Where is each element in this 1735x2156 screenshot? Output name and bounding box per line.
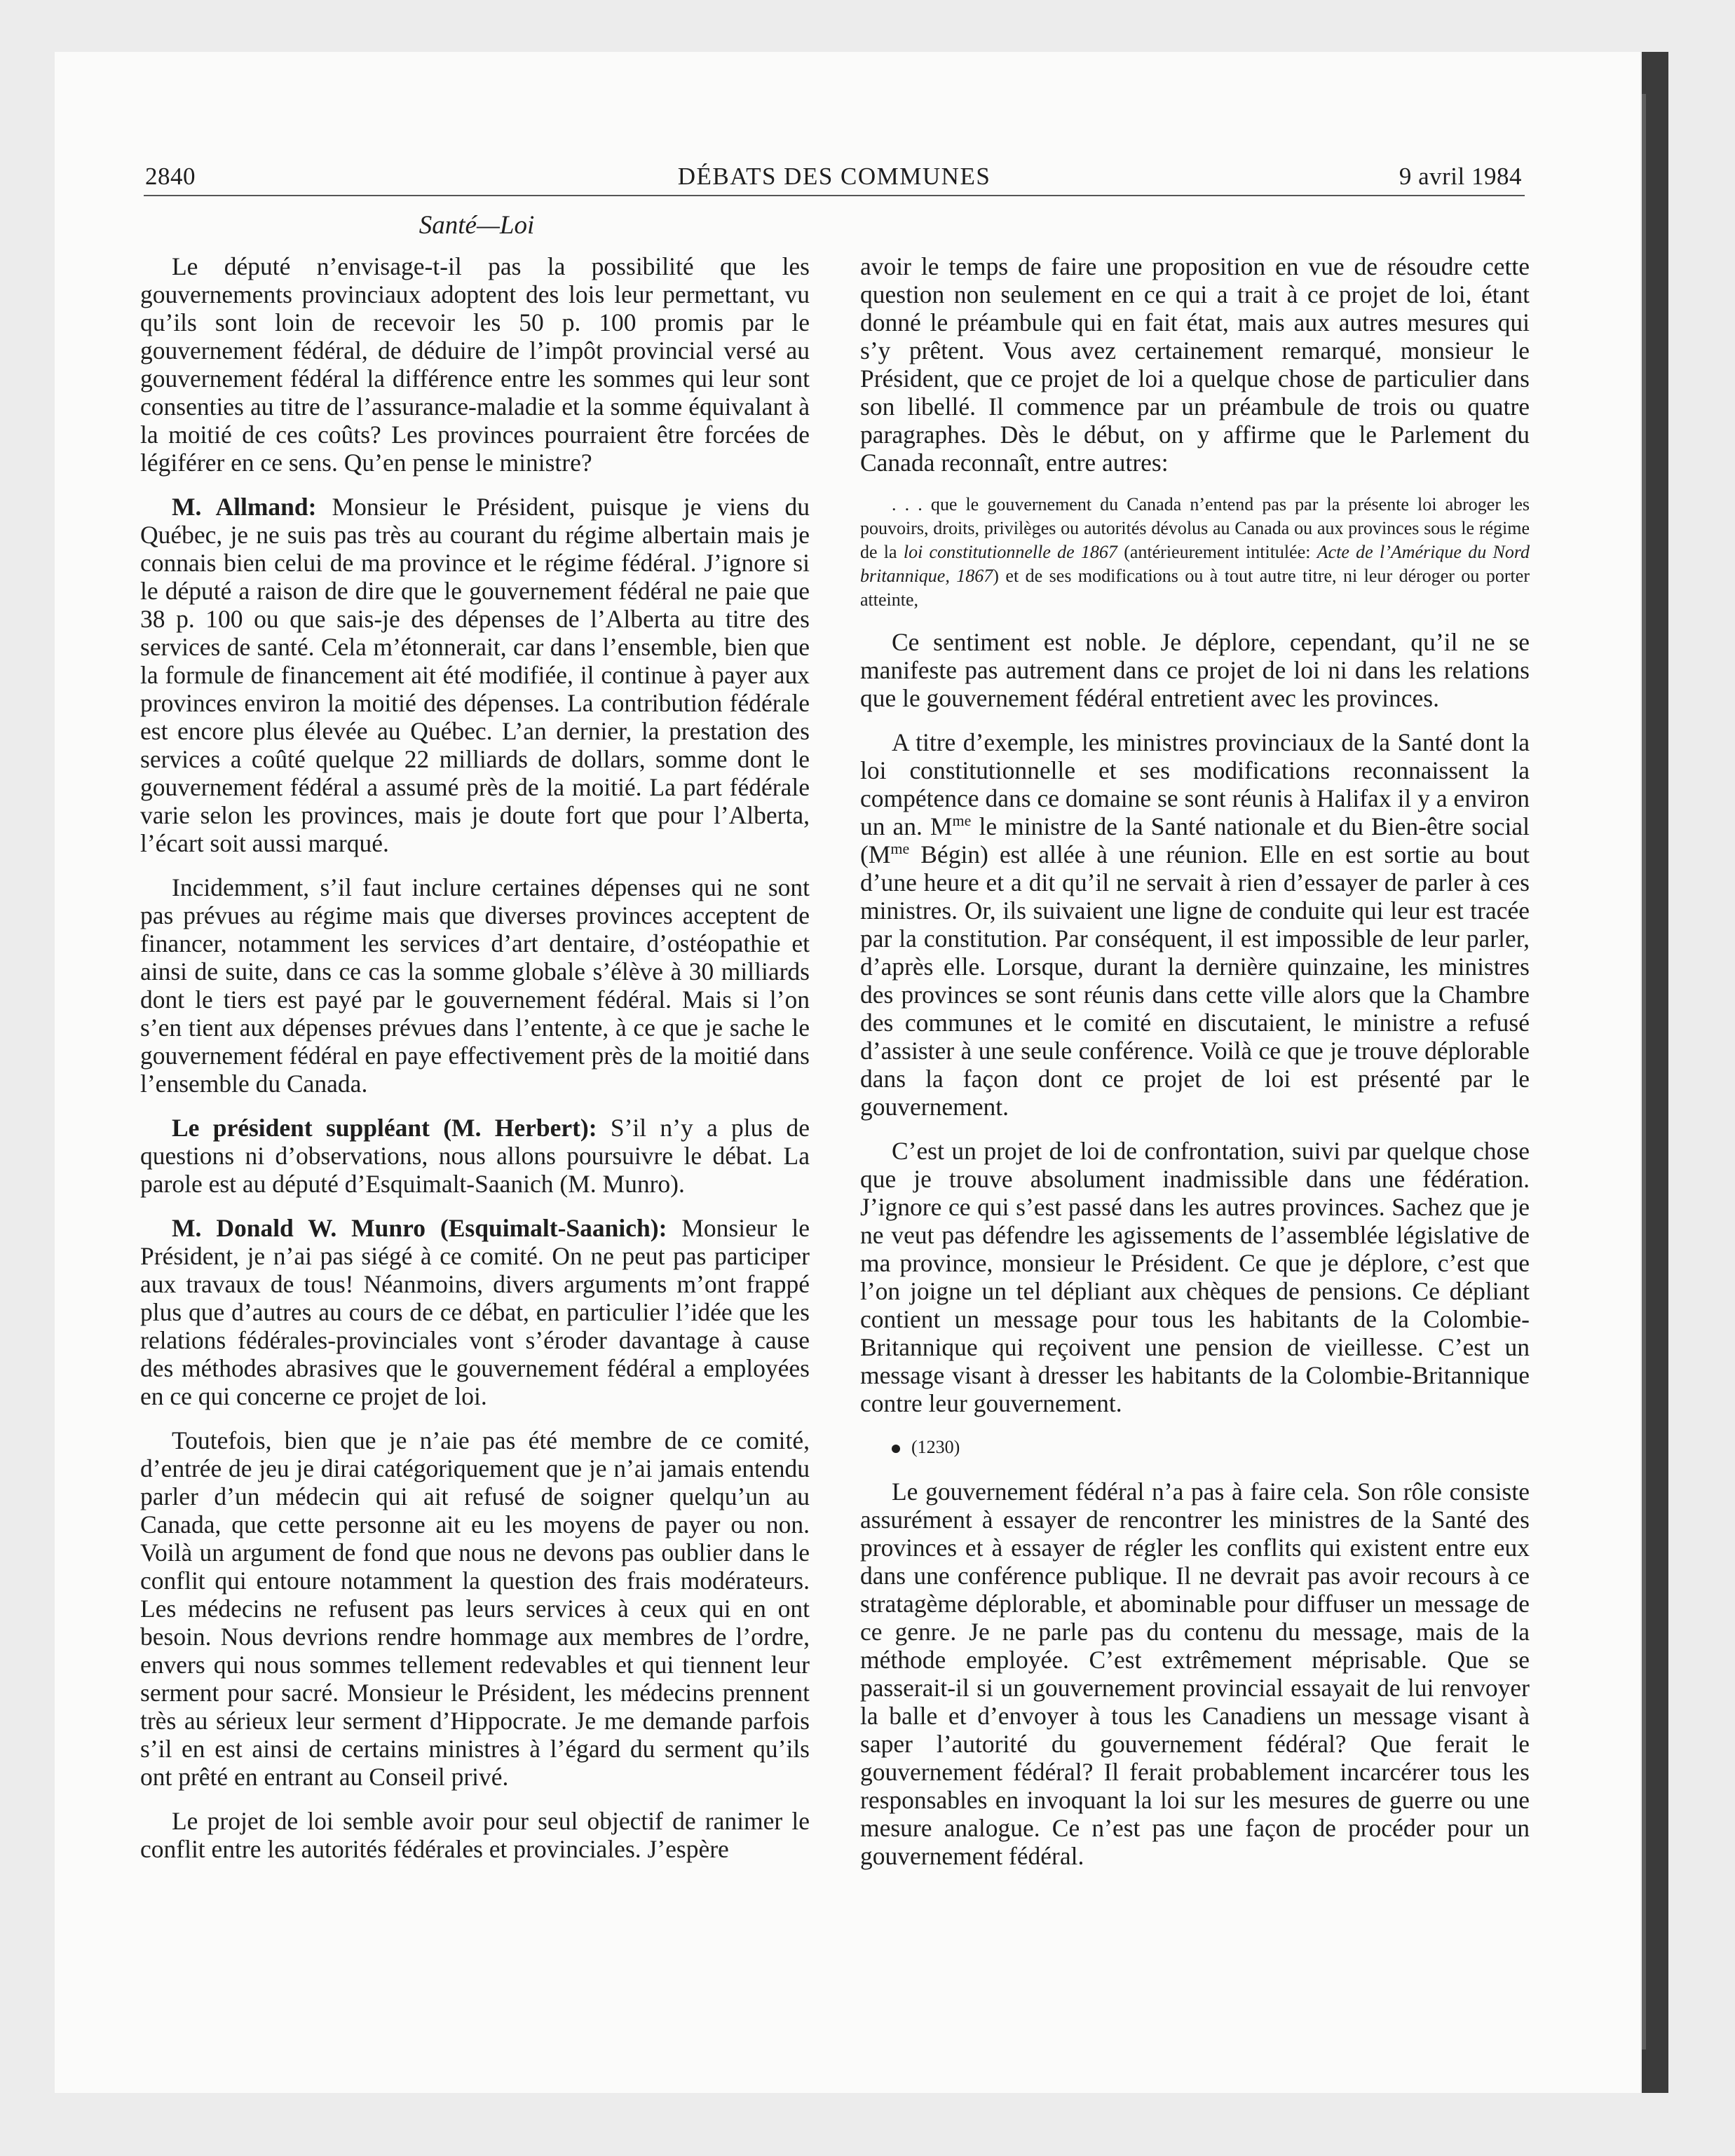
paragraph: Le gouvernement fédéral n’a pas à faire cela. Son rôle consiste assurément à essayer de rencontrer les ministres de la Santé des provinces et à essayer de régler les conflits qui existent entre eux dans une conférence publique. Il ne devrait pas avoir recours à ce stratagème déplorable, et abominable pour diffuser un message de ce genre. Je ne parle pas du contenu du message, mais de la méthode employée. C’est extrêmement méprisable. Que se passerait-il si un gouvernement provincial essayait de lui renvoyer la balle et d’envoyer à tous les Canadiens un message visant à saper l’autorité du gouvernement fédéral? Que ferait le gouvernement fédéral? Il ferait probablement incarcérer tous les responsables en invoquant la loi sur les mesures de guerre ou une mesure analogue. Ce n’est pas une façon de procéder pour un gouvernement fédéral. — [860, 1478, 1530, 1870]
speaker-name: M. Allmand: — [172, 493, 317, 521]
paragraph-text: Bégin) est allée à une réunion. Elle en est sortie au bout d’une heure et a dit qu’il ne servait à rien d’essayer de parler à ces ministres. Or, ils suivaient une ligne de conduite qui leur est tracée par la constitution. Par conséquent, il est impossible de leur parler, d’après elle. Lorsque, durant la dernière quinzaine, les ministres des provinces se sont réunis dans cette ville alors que la Chambre des communes et le comité en discutaient, le ministre a refusé d’assister à une seule conférence. Voilà ce que je trouve déplorable dans la façon dont ce projet de loi est présenté par le gouvernement. — [860, 840, 1530, 1121]
speech-text: Monsieur le Président, puisque je viens du Québec, je ne suis pas très au courant du régime albertain mais je connais bien celui de ma province et le régime fédéral. J’ignore si le député a raison de dire que le gouvernement fédéral ne paie que 38 p. 100 ou que sais-je des dépenses de l’Alberta au titre des services de santé. Cela m’étonnerait, car dans l’ensemble, bien que la formule de financement ait été modifiée, il continue à payer aux provinces environ la moitié des dépenses. La contribution fédérale est encore plus élevée au Québec. L’an dernier, la prestation des services a coûté quelque 22 milliards de dollars, somme dont le gouvernement fédéral a assumé près de la moitié. La part fédérale varie selon les provinces, mais je doute fort que pour l’Alberta, l’écart soit aussi marqué. — [140, 493, 810, 857]
right-column — [860, 252, 1530, 1886]
paragraph — [860, 728, 1530, 1121]
paragraph-text: le ministre de la Santé nationale et du Bien-être social (M — [860, 812, 1530, 868]
paragraph: avoir le temps de faire une proposition en vue de résoudre cette question non seulement en ce qui a trait à ce projet de loi, étant donné le préambule qui en fait état, mais aux autres mesures qui s’y prêtent. Vous avez certainement remarqué, monsieur le Président, que ce projet de loi a quelque chose de particulier dans son libellé. Il commence par un préambule de trois ou quatre paragraphes. Dès le début, on y affirme que le Parlement du Canada reconnaît, entre autres: — [860, 252, 1530, 477]
time-marker-text: (1230) — [911, 1437, 960, 1457]
quote-text: (antérieurement intitulée: — [1117, 542, 1317, 562]
paragraph: Ce sentiment est noble. Je déplore, cependant, qu’il ne se manifeste pas autrement dans ce projet de loi ni dans les relations que le gouvernement fédéral entretient avec les provinces. — [860, 628, 1530, 712]
speech-paragraph — [140, 493, 810, 857]
time-marker — [860, 1433, 1530, 1461]
paragraph: Le projet de loi semble avoir pour seul objectif de ranimer le conflit entre les autorités fédérales et provinciales. J’espère — [140, 1807, 810, 1863]
superscript: me — [890, 840, 910, 858]
quote-italic-text: loi constitutionnelle de 1867 — [903, 542, 1117, 562]
superscript: me — [952, 812, 972, 830]
quote-italic-text: Acte de l’Amérique du Nord britannique, 1867 — [860, 542, 1530, 586]
speaker-name: Le président suppléant (M. Herbert): — [172, 1114, 597, 1142]
speaker-name: M. Donald W. Munro (Esquimalt-Saanich): — [172, 1214, 667, 1242]
bullet-icon — [892, 1445, 900, 1453]
journal-title: DÉBATS DES COMMUNES — [677, 163, 991, 190]
section-heading: Santé—Loi — [419, 211, 535, 240]
running-header — [144, 163, 1525, 196]
paragraph: Incidemment, s’il faut inclure certaines dépenses qui ne sont pas prévues au régime mais que diverses provinces acceptent de financer, notamment les services d’art dentaire, d’ostéopathie et ainsi de suite, dans ce cas la somme globale s’élève à 30 milliards dont le tiers est payé par le gouvernement fédéral. Mais si l’on s’en tient aux dépenses prévues dans l’entente, à ce que je sache le gouvernement fédéral en paye effectivement près de la moitié dans l’ensemble du Canada. — [140, 873, 810, 1098]
left-column — [140, 252, 810, 1879]
paragraph-text: A titre d’exemple, les ministres provinciaux de la Santé dont la loi constitutionnelle et ses modifications reconnaissent la compétence dans ce domaine se sont réunis à Halifax il y a environ un an. M — [860, 728, 1530, 840]
speech-paragraph — [140, 1114, 810, 1198]
issue-date: 9 avril 1984 — [1399, 163, 1522, 190]
quote-text: . . . que le gouvernement du Canada n’entend pas par la présente loi abroger les pouvoirs, droits, privilèges ou autorités dévolus au Canada ou aux provinces sous le régime de la — [860, 494, 1530, 562]
speech-text: S’il n’y a plus de questions ni d’observations, nous allons poursuivre le débat. La parole est au député d’Esquimalt-Saanich (M. Munro). — [140, 1114, 810, 1198]
paragraph: Le député n’envisage-t-il pas la possibilité que les gouvernements provinciaux adoptent des lois leur permettant, vu qu’ils sont loin de recevoir les 50 p. 100 promis par le gouvernement fédéral, de déduire de l’impôt provincial versé au gouvernement fédéral la différence entre les sommes qui leur sont consenties au titre de l’assurance-maladie et la somme équivalant à la moitié de ces coûts? Les provinces pourraient être forcées de légiférer en ce sens. Qu’en pense le ministre? — [140, 252, 810, 477]
scan-edge-bar — [1642, 52, 1668, 2093]
speech-text: Monsieur le Président, je n’ai pas siégé à ce comité. On ne peut pas participer aux travaux de tous! Néanmoins, divers arguments m’ont frappé plus que d’autres au cours de ce débat, en particulier l’idée que les relations fédérales-provinciales vont s’éroder davantage à cause des méthodes abrasives que le gouvernement fédéral a employées en ce qui concerne ce projet de loi. — [140, 1214, 810, 1410]
speech-paragraph — [140, 1214, 810, 1410]
block-quote — [860, 493, 1530, 612]
page-number: 2840 — [145, 163, 196, 190]
paragraph: Toutefois, bien que je n’aie pas été membre de ce comité, d’entrée de jeu je dirai catégoriquement que je n’ai jamais entendu parler d’un médecin qui ait refusé de soigner quelqu’un au Canada, que cette personne ait eu les moyens de payer ou non. Voilà un argument de fond que nous ne devons pas oublier dans le conflit qui entoure notamment la question des frais modérateurs. Les médecins ne refusent pas leurs services à ceux qui en ont besoin. Nous devrions rendre hommage aux membres de l’ordre, envers qui nous sommes tellement redevables et qui tiennent leur serment pour sacré. Monsieur le Président, les médecins prennent très au sérieux leur serment d’Hippocrate. Je me demande parfois s’il en est ainsi de certains ministres à l’égard du serment qu’ils ont prêté en entrant au Conseil privé. — [140, 1426, 810, 1791]
quote-text: ) et de ses modifications ou à tout autre titre, ni leur déroger ou porter atteinte, — [860, 566, 1530, 610]
paragraph: C’est un projet de loi de confrontation, suivi par quelque chose que je trouve absolument inadmissible dans une fédération. J’ignore ce qui s’est passé dans les autres provinces. Sachez que je ne veut pas défendre les agissements de l’assemblée législative de ma province, monsieur le Président. Ce que je déplore, c’est que l’on joigne un tel dépliant aux chèques de pensions. Ce dépliant contient un message pour tous les habitants de la Colombie-Britannique qui reçoivent une pension de vieillesse. C’est un message visant à dresser les habitants de la Colombie-Britannique contre leur gouvernement. — [860, 1137, 1530, 1417]
